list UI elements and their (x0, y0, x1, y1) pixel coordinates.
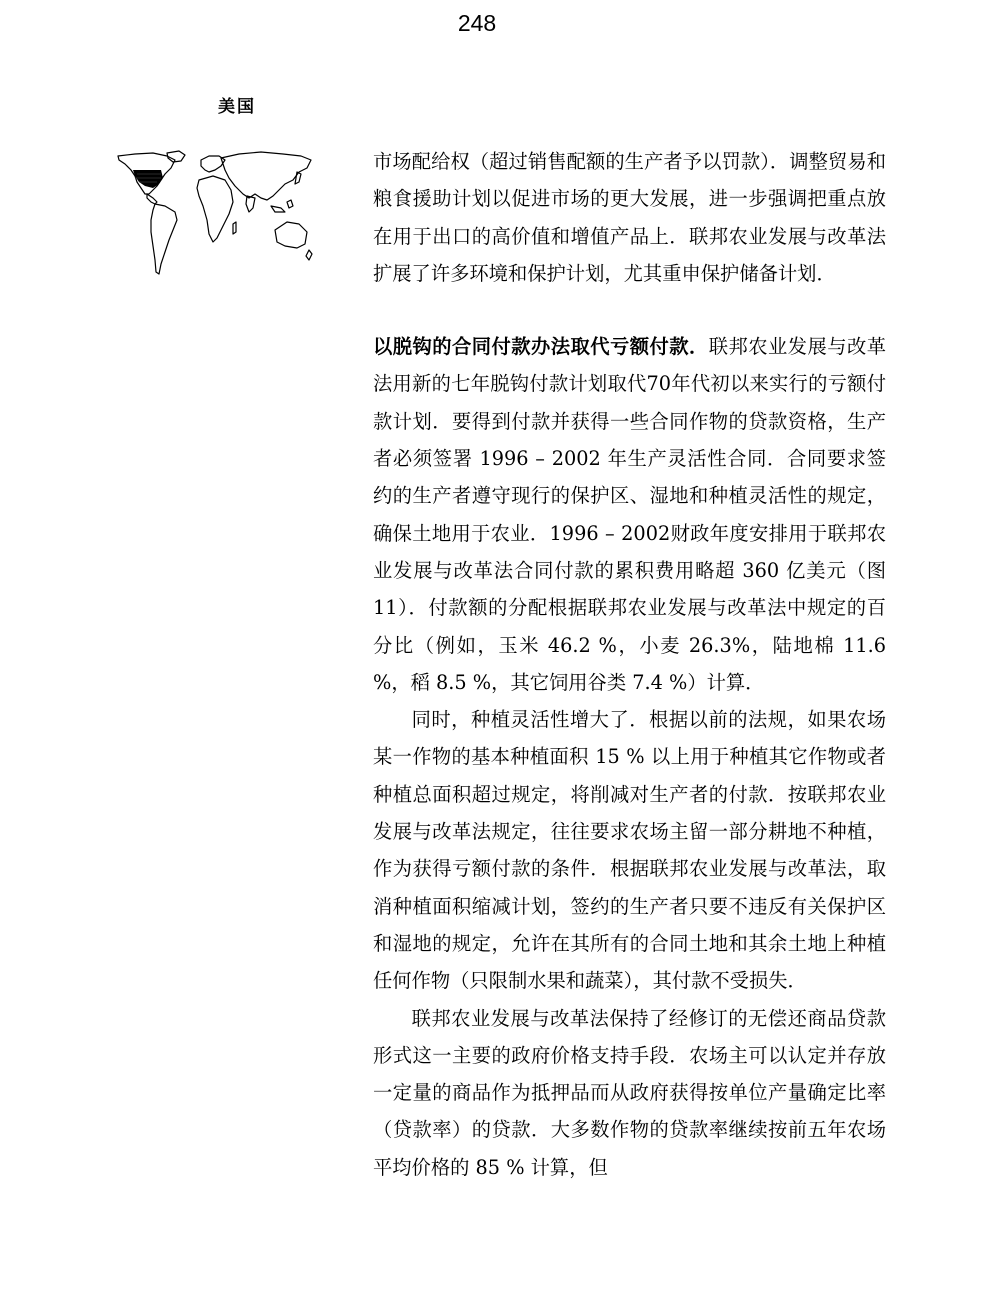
australia-outline (275, 222, 307, 248)
section-heading: 以脱钩的合同付款办法取代亏额付款． (373, 335, 709, 359)
asia-outline (221, 152, 311, 200)
paragraph-gap (373, 292, 886, 328)
usa-highlight (133, 170, 163, 188)
country-label: 美国 (218, 97, 256, 117)
greenland-outline (167, 151, 185, 162)
new-zealand-outline (306, 250, 312, 260)
world-map-icon (115, 150, 315, 278)
paragraph-2 (373, 328, 886, 701)
paragraph-1: 市场配给权（超过销售配额的生产者予以罚款）．调整贸易和粮食援助计划以促进市场的更大发展，进一步强调把重点放在用于出口的高价值和增值产品上．联邦农业发展与改革法扩展了许多环境和保护计划，尤其重申保护储备计划． (373, 150, 886, 285)
sea-islands-outline (271, 200, 293, 212)
paragraph-4: 联邦农业发展与改革法保持了经修订的无偿还商品贷款形式这一主要的政府价格支持手段．农场主可以认定并存放一定量的商品作为抵押品而从政府获得按单位产量确定比率（贷款率）的贷款．大多数作物的贷款率继续按前五年农场平均价格的 85 % 计算，但 (373, 1006, 886, 1179)
india-outline (246, 196, 255, 212)
central-america-outline (147, 194, 157, 204)
africa-outline (197, 176, 233, 242)
paragraph-2-body: 联邦农业发展与改革法用新的七年脱钩付款计划取代70年代初以来实行的亏额付款计划．要得到付款并获得一些合同作物的贷款资格，生产者必须签署 1996 – 2002 年生产灵活性合同．合同要求签约的生产者遵守现行的保护区、湿地和种植灵活性的规定，确保土地用于农业．1996 – 2002财政年度安排用于联邦农业发展与改革法合同付款的累积费用略超 360 亿美元（图 11）．付款额的分配根据联邦农业发展与改革法中规定的百分比（例如，玉米 46.2 %，小麦 26.3%，陆地棉 11.6 %，稻 8.5 %，其它饲用谷类 7.4 %）计算． (373, 335, 887, 694)
madagascar-outline (233, 222, 236, 234)
body-text (373, 143, 886, 1186)
south-america-outline (151, 204, 177, 274)
page-number: 248 (457, 10, 497, 36)
paragraph-3: 同时，种植灵活性增大了．根据以前的法规，如果农场某一作物的基本种植面积 15 % 以上用于种植其它作物或者种植总面积超过规定，将削减对生产者的付款．按联邦农业发展与改革法规定，往往要求农场主留一部分耕地不种植，作为获得亏额付款的条件．根据联邦农业发展与改革法，取消种植面积缩减计划，签约的生产者只要不违反有关保护区和湿地的规定，允许在其所有的合同土地和其余土地上种植任何作物（只限制水果和蔬菜），其付款不受损失． (373, 708, 886, 993)
